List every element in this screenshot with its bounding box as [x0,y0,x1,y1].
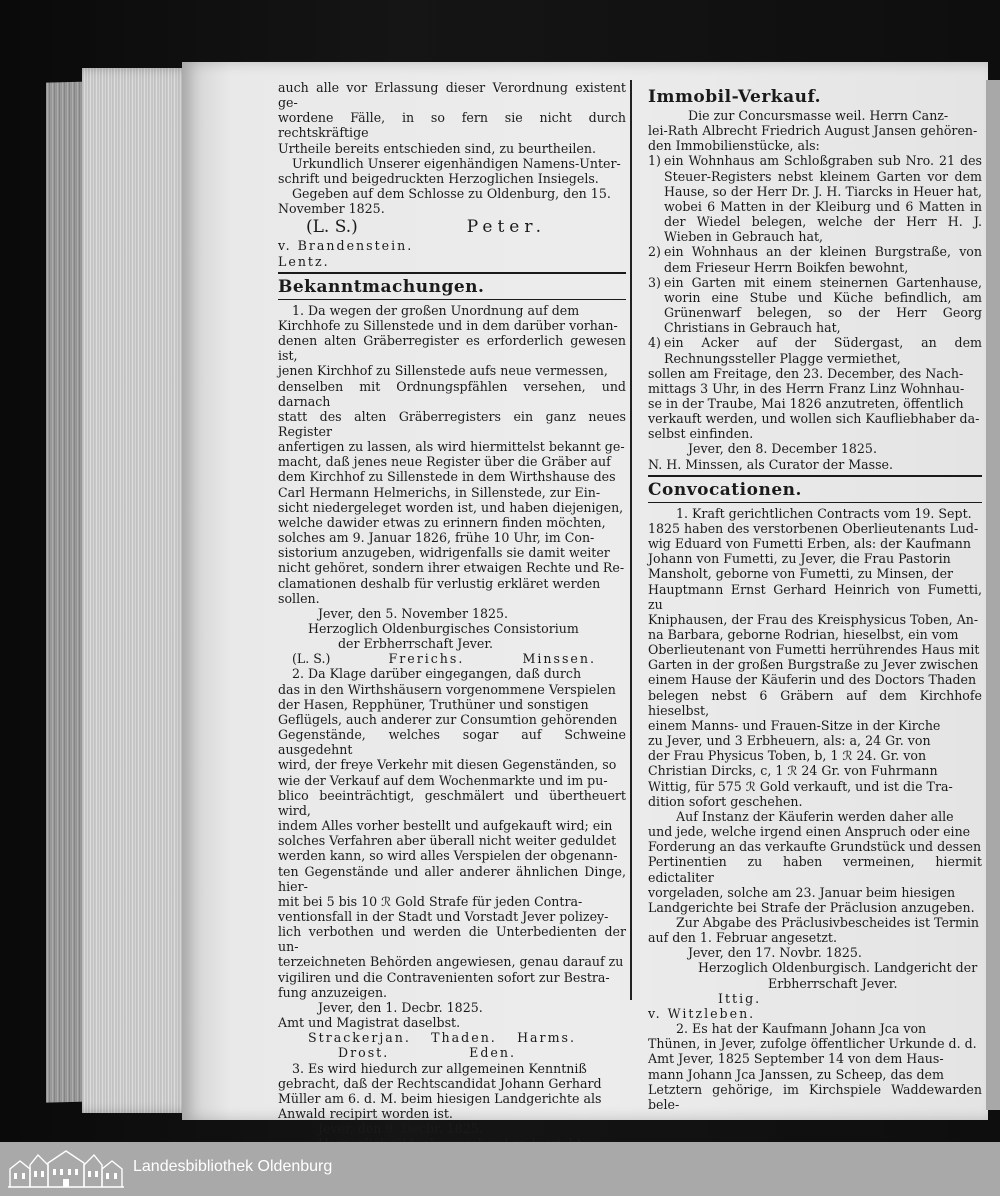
intro-line: wordene Fälle, in so fern sie nicht durch rechtskräftige [278,110,626,141]
conv-line: Wittig, für 575 ℛ Gold verkauft, und ist die Tra- [648,778,953,794]
intro-line: auch alle vor Erlassung dieser Verordnung existent ge- [278,80,626,111]
signer-main: Peter. [466,217,546,238]
notice-line: denselben mit Ordnungspfählen versehen, und darnach [278,378,626,409]
notice-line: Müller am 6. d. M. beim hiesigen Landgerichte als [278,1090,602,1106]
urkund-line: Urkundlich Unserer eigenhändigen Namens-Unter- [292,155,621,171]
section-title-convocationen: Convocationen. [648,479,802,500]
conv-line: mann Johann Jca Janssen, zu Scheep, das dem [648,1066,944,1082]
conv-line: Forderung an das verkaufte Grundstück und dessen [648,839,982,855]
sale-item [648,153,982,244]
conv-line: Letztern gehörige, im Kirchspiele Waddewarden bele- [648,1081,982,1112]
conv-line: 2. Es hat der Kaufmann Johann Jca von [676,1021,927,1037]
conv-line: Johann von Fumetti, zu Jever, die Frau Pastorin [648,551,951,567]
conv-signer: v. Witzleben. [648,1005,756,1021]
conv-line: Zur Abgabe des Präclusivbescheides ist Termin [676,914,980,930]
conv-line: 1. Kraft gerichtlichen Contracts vom 19. Sept. [676,505,972,521]
notice-line: sollen. [278,590,320,606]
notice-line: sistorium anzugeben, widrigenfalls sie damit weiter [278,545,610,561]
notice-line: Geflügels, auch anderer zur Consumtion gehörenden [278,711,618,727]
convocation-1 [648,506,982,1021]
signer: Harms. [517,1030,576,1046]
seal-mark: (L. S.) [306,217,358,238]
section-title-bekanntmachungen: Bekanntmachungen. [278,276,485,297]
conv-line: Amt Jever, 1825 September 14 von dem Haus- [648,1051,944,1067]
sale-intro-line: Die zur Concursmasse weil. Herrn Canz- [688,108,949,123]
conv-line: wig Eduard von Fumetti Erben, als: der Kaufmann [648,536,972,552]
library-footer [0,1142,1000,1196]
sale-item [648,244,982,274]
conv-line: Garten in der großen Burgstraße zu Jever zwischen [648,657,979,673]
intro-line: Urtheile bereits entschieden sind, zu beurtheilen. [278,140,596,156]
signer: Strackerjan. [308,1030,411,1046]
notice-line: 3. Es wird hiedurch zur allgemeinen Kenntniß [292,1060,587,1076]
conv-authority: Erbherrschaft Jever. [768,975,898,991]
sale-item-text: ein Garten mit einem steinernen Gartenhause, worin eine Stube und Küche befindlich, am Grünenwarf belegen, so der Herr Georg Christians in Gebrauch hat, [664,274,982,336]
sale-intro-line: den Immobilienstücke, als: [648,138,820,154]
given-line: November 1825. [278,201,385,217]
conv-line: Christian Dircks, c, 1 ℛ 24 Gr. von Fuhrmann [648,763,938,779]
section-rule-thin [648,502,982,503]
conv-line: zu Jever, und 3 Erbheuern, als: a, 24 Gr. von [648,733,931,749]
seal-mark: (L. S.) [292,651,331,667]
sale-item-number: 2) [648,244,661,260]
notice-line: Kirchhofe zu Sillenstede und in dem darüber vorhan- [278,317,618,333]
conv-line: Kniphausen, der Frau des Kreisphysicus Toben, An- [648,611,979,627]
sale-item-text: ein Acker auf der Südergast, an dem Rechnungssteller Plagge vermiethet, [664,335,982,366]
notice-line: 1. Da wegen der großen Unordnung auf dem [292,302,580,318]
sale-date: Jever, den 8. December 1825. [688,441,877,457]
conv-line: Auf Instanz der Käuferin werden daher alle [676,808,954,824]
signer: Minssen. [522,651,596,667]
notice-line: wird, der freye Verkehr mit diesen Gegenständen, so [278,757,617,773]
notice-line: indem Alles vorher bestellt und aufgekauft wird; ein [278,818,613,834]
signer: Eden. [469,1045,516,1061]
notice-line: clamationen deshalb für verlustig erkläret werden [278,575,601,591]
signer-lentz: Lentz. [278,253,330,269]
conv-signer: Ittig. [718,990,762,1006]
sale-body-line: sollen am Freitage, den 23. December, des Nach- [648,365,964,381]
conv-line: Hauptmann Ernst Gerhard Heinrich von Fumetti, zu [648,581,982,612]
conv-line: und jede, welche irgend einen Anspruch oder eine [648,824,971,840]
notice-line: terzeichneten Behörden angewiesen, genau darauf zu [278,954,624,970]
sale-item-number: 1) [648,153,661,169]
conv-line: 1825 haben des verstorbenen Oberlieutenants Lud- [648,520,979,536]
sale-body-line: selbst einfinden. [648,426,754,442]
conv-line: Landgerichte bei Strafe der Präclusion anzugeben. [648,899,975,915]
decree-signature [278,216,626,238]
sale-item-text: ein Wohnhaus an der kleinen Burgstraße, von dem Friesеur Herrn Boikfen bewohnt, [664,244,982,275]
notice-authority: der Erbherrschaft Jever. [338,636,493,652]
conv-authority: Herzoglich Oldenburgisch. Landgericht der [698,960,978,976]
notice-line: vigiliren und die Contravenienten sofort zur Bestra- [278,969,610,985]
sale-item [648,275,982,336]
conv-line: Thünen, in Jever, zufolge öffentlicher Urkunde d. d. [648,1036,977,1052]
sale-item-number: 4) [648,335,661,351]
sale-signature: N. H. Minssen, als Curator der Masse. [648,456,894,472]
notice-line: blico beeinträchtigt, geschmälert und übertheuert wird, [278,787,626,818]
notice-line: Gegenstände, welches sogar auf Schweine ausgedehnt [278,727,626,758]
sale-body-line: mittags 3 Uhr, in des Herrn Franz Linz Wohnhau- [648,380,965,396]
conv-line: Mansholt, geborne von Fumetti, zu Minsen, der [648,566,954,582]
notice-line: solches am 9. Januar 1826, frühe 10 Uhr, im Con- [278,530,595,546]
notice-line: anfertigen zu lassen, als wird hiermittelst bekannt ge- [278,439,625,455]
notice-line: welche dawider etwas zu erinnern finden möchten, [278,514,606,530]
column-divider [630,80,632,1000]
signer: Frerichs. [388,651,465,667]
sale-intro-line: lei-Rath Albrecht Friedrich August Jansen gehören- [648,123,978,139]
notice-signatures [278,1030,626,1045]
conv-line: vorgeladen, solche am 23. Januar beim hiesigen [648,884,956,900]
notice-line: mit bei 5 bis 10 ℛ Gold Strafe für jeden Contra- [278,893,583,909]
urkund-line: schrift und beigedruckten Herzoglichen Insiegels. [278,170,599,186]
conv-date: Jever, den 17. Novbr. 1825. [688,945,862,961]
notice-line: macht, daß jenes neue Register über die Gräber auf [278,454,611,470]
notice-line: denen alten Gräberregister es erforderlich gewesen ist, [278,333,626,364]
notice-line: fung anzuzeigen. [278,984,388,1000]
notice-date: Jever, den 1. Decbr. 1825. [318,999,483,1015]
notice-line: solches Verfahren aber überall nicht weiter geduldet [278,833,617,849]
conv-line: dition sofort geschehen. [648,793,803,809]
notice-date: Jever, den 9. Decbr. 1825. [318,1121,483,1137]
notice-line: Anwald recipirt worden ist. [278,1106,453,1121]
conv-line: einem Manns- und Frauen-Sitze in der Kirche [648,717,941,733]
section-rule-thin [278,299,626,300]
conv-line: einem Hause der Käuferin und des Doctors Thaden [648,672,977,688]
page-stack-edges [82,68,192,1113]
conv-line: belegen nebst 6 Gräbern auf dem Kirchhofe hieselbst, [648,687,982,718]
notice-line: werden kann, so wird alles Verspielen der obgenann- [278,848,618,864]
notice-authority: Amt und Magistrat daselbst. [278,1015,461,1031]
notice-line: lich verbothen und werden die Unterbedienten der un- [278,924,626,955]
notice-line: dem Kirchhof zu Sillenstede in dem Wirthshause des [278,469,616,485]
notice-line: Carl Hermann Helmerichs, in Sillenstede, zur Ein- [278,484,601,500]
section-rule [278,272,626,274]
sale-item-text: ein Wohnhaus am Schloßgraben sub Nro. 21 des Steuer-Registers nebst kleinem Garten vor dem Hause, so der Herr Dr. J. H. Tiarcks in Heuer hat, wobei 6 Matten in der Kleiburg und 6 Matten in der Wiedel belegen, welche der Herr H. J. Wieben in Gebrauch hat, [664,153,982,245]
notice-line: wie der Verkauf auf dem Wochenmarkte und im pu- [278,772,608,788]
page-right-edge [986,80,1000,1110]
conv-line: Oberlieutenant von Fumetti herrührendes Haus mit [648,642,980,658]
notice-line: gebracht, daß der Rechtscandidat Johann Gerhard [278,1075,602,1091]
notice-line: ten Gegenstände und aller anderer ähnlichen Dinge, hier- [278,863,626,894]
conv-line: auf den 1. Februar angesetzt. [648,930,837,946]
notice-line: sicht niedergeleget worden ist, und haben diejenigen, [278,499,624,515]
convocation-2 [648,1021,982,1112]
conv-line: na Barbara, geborne Rodrian, hieselbst, ein vom [648,627,959,642]
library-name: Landesbibliothek Oldenburg [133,1158,333,1175]
notice-date: Jever, den 5. November 1825. [318,605,509,621]
notice-2 [278,666,626,1060]
sale-item-number: 3) [648,274,661,290]
notice-line: das in den Wirthshäusern vorgenommene Verspielen [278,681,616,697]
notice-line: 2. Da Klage darüber eingegangen, daß durch [292,666,582,682]
section-rule [648,475,982,477]
sale-item [648,335,982,365]
notice-line: der Hasen, Repphüner, Truthüner und sonstigen [278,696,589,712]
notice-line: jenen Kirchhof zu Sillenstede aufs neue vermessen, [278,363,608,379]
sale-body-line: verkauft werden, und wollen sich Kaufliebhaber da- [648,411,980,427]
notice-authority: Herzoglich Oldenburgisches Consistorium [308,621,579,636]
section-title-immobil-verkauf: Immobil-Verkauf. [648,87,822,107]
signer-brandenstein: v. Brandenstein. [278,238,414,254]
left-column [278,80,626,1182]
notice-line: ventionsfall in der Stadt und Vorstadt Jever polizey- [278,908,609,924]
notice-1 [278,303,626,667]
notice-line: statt des alten Gräberregisters ein ganz neues Register [278,408,626,439]
sale-body-line: se in der Traube, Mai 1826 anzutreten, öffentlich [648,395,964,411]
signer: Drost. [338,1045,390,1061]
notice-signatures [278,1045,626,1060]
signer: Thaden. [431,1030,497,1046]
conv-line: Pertinentien zu haben vermeinen, hiermit edictaliter [648,854,982,885]
conv-line: der Frau Physicus Toben, b, 1 ℛ 24. Gr. von [648,748,927,764]
right-column [648,86,982,1112]
library-building-icon [8,1149,124,1189]
given-line: Gegeben auf dem Schlosse zu Oldenburg, den 15. [292,186,611,202]
notice-line: nicht gehöret, sondern ihrer etwaigen Rechte und Re- [278,560,625,576]
notice-signatures [278,651,626,666]
